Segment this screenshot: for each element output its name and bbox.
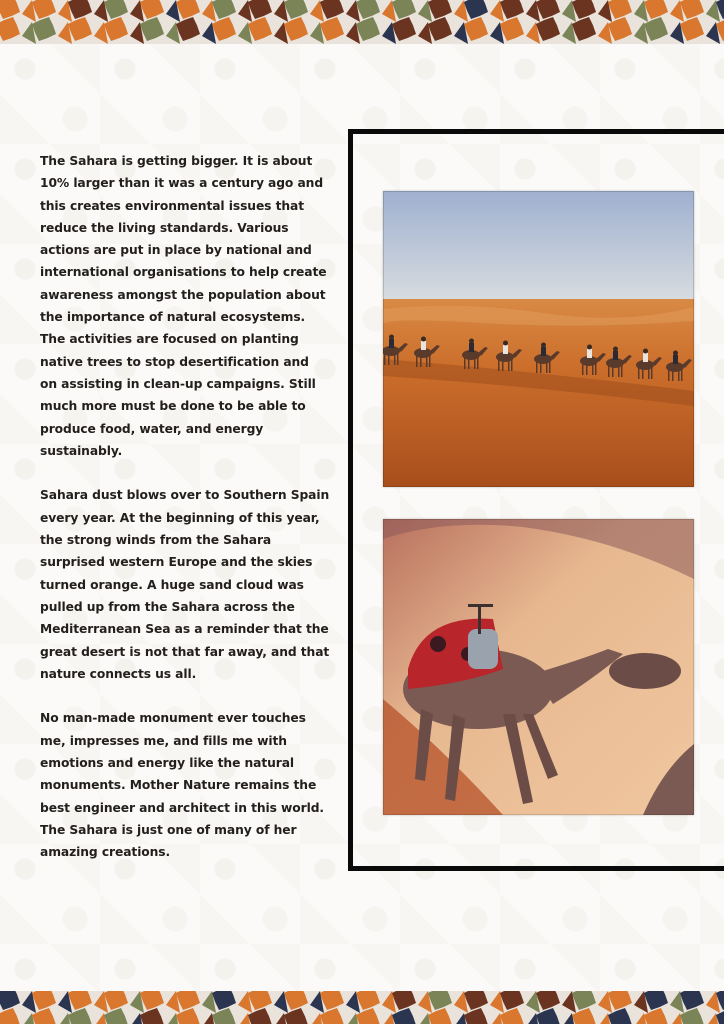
tile-star xyxy=(572,0,596,19)
saddled-camel-image xyxy=(383,519,694,815)
tile-star xyxy=(356,1008,380,1024)
tile-star xyxy=(32,991,56,1010)
tile-star xyxy=(320,1008,344,1024)
tile-star xyxy=(392,0,416,19)
tile-star xyxy=(428,1008,452,1024)
tile-star xyxy=(0,991,20,1010)
tile-star xyxy=(284,0,308,19)
tile-star xyxy=(0,17,20,41)
tile-star xyxy=(644,991,668,1010)
tile-star xyxy=(464,0,488,19)
tile-star xyxy=(356,0,380,19)
tile-star xyxy=(68,0,92,19)
tile-star xyxy=(68,991,92,1010)
tile-star xyxy=(536,0,560,19)
tile-star xyxy=(104,0,128,19)
top-zellige-tile-border xyxy=(0,0,724,44)
tile-star xyxy=(212,1008,236,1024)
tile-star xyxy=(212,0,236,19)
tile-star xyxy=(608,1008,632,1024)
tile-star xyxy=(428,0,452,19)
paragraph-sahara-growth: The Sahara is getting bigger. It is about 10% larger than it was a century ago and this creates environmental issues that reduce the living standards. Various actions are put in place by national and international organisations to help create awareness amongst the population about the importance of natural ecosystems. The activities are focused on planting native trees to stop desertification and on assisting in clean-up campaigns. Still much more must be done to be able to produce food, water, and energy sustainably. xyxy=(40,154,327,458)
tile-star xyxy=(140,991,164,1010)
tile-star xyxy=(464,991,488,1010)
tile-star xyxy=(320,0,344,19)
tile-star xyxy=(320,991,344,1010)
tile-star xyxy=(68,1008,92,1024)
tile-star xyxy=(644,1008,668,1024)
tile-star xyxy=(356,991,380,1010)
tile-star xyxy=(536,1008,560,1024)
tile-star xyxy=(284,991,308,1010)
tile-star xyxy=(248,1008,272,1024)
tile-star xyxy=(284,1008,308,1024)
article-text xyxy=(40,150,330,886)
tile-star xyxy=(212,991,236,1010)
tile-star xyxy=(392,1008,416,1024)
tile-star xyxy=(500,1008,524,1024)
tile-star xyxy=(248,0,272,19)
photo-camel-caravan xyxy=(383,191,694,487)
tile-star xyxy=(392,991,416,1010)
tile-star xyxy=(248,991,272,1010)
tile-star xyxy=(536,991,560,1010)
photo-saddled-camel xyxy=(383,519,694,815)
tile-star xyxy=(572,991,596,1010)
tile-star xyxy=(644,0,668,19)
tile-star xyxy=(608,991,632,1010)
tile-star xyxy=(608,0,632,19)
tile-star xyxy=(176,0,200,19)
zellige-pattern-bottom xyxy=(0,991,724,1024)
tile-star xyxy=(680,1008,704,1024)
bottom-zellige-tile-border xyxy=(0,991,724,1024)
tile-star xyxy=(176,991,200,1010)
camel-caravan-image xyxy=(383,191,694,487)
tile-star xyxy=(464,1008,488,1024)
tile-star xyxy=(140,1008,164,1024)
tile-star xyxy=(500,0,524,19)
paragraph-natural-monuments: No man-made monument ever touches me, impresses me, and fills me with emotions and energy like the natural monuments. Mother Nature remains the best engineer and architect in this world. The Sahara is just one of many of her amazing creations. xyxy=(40,711,324,860)
zellige-pattern-top xyxy=(0,0,724,44)
tile-star xyxy=(0,1008,20,1024)
tile-star xyxy=(572,1008,596,1024)
tile-star xyxy=(32,1008,56,1024)
tile-star xyxy=(428,991,452,1010)
tile-star xyxy=(680,0,704,19)
tile-star xyxy=(140,0,164,19)
paragraph-sahara-dust: Sahara dust blows over to Southern Spain every year. At the beginning of this year, the strong winds from the Sahara surprised western Europe and the skies turned orange. A huge sand cloud was pulled up from the Sahara across the Mediterranean Sea as a reminder that the great desert is not that far away, and that nature connects us all. xyxy=(40,488,330,681)
tile-star xyxy=(104,1008,128,1024)
tile-star xyxy=(32,0,56,19)
sky xyxy=(383,191,694,303)
tile-star xyxy=(104,991,128,1010)
tile-star xyxy=(500,991,524,1010)
tile-star xyxy=(680,991,704,1010)
tile-star xyxy=(176,1008,200,1024)
tile-star xyxy=(0,0,20,19)
